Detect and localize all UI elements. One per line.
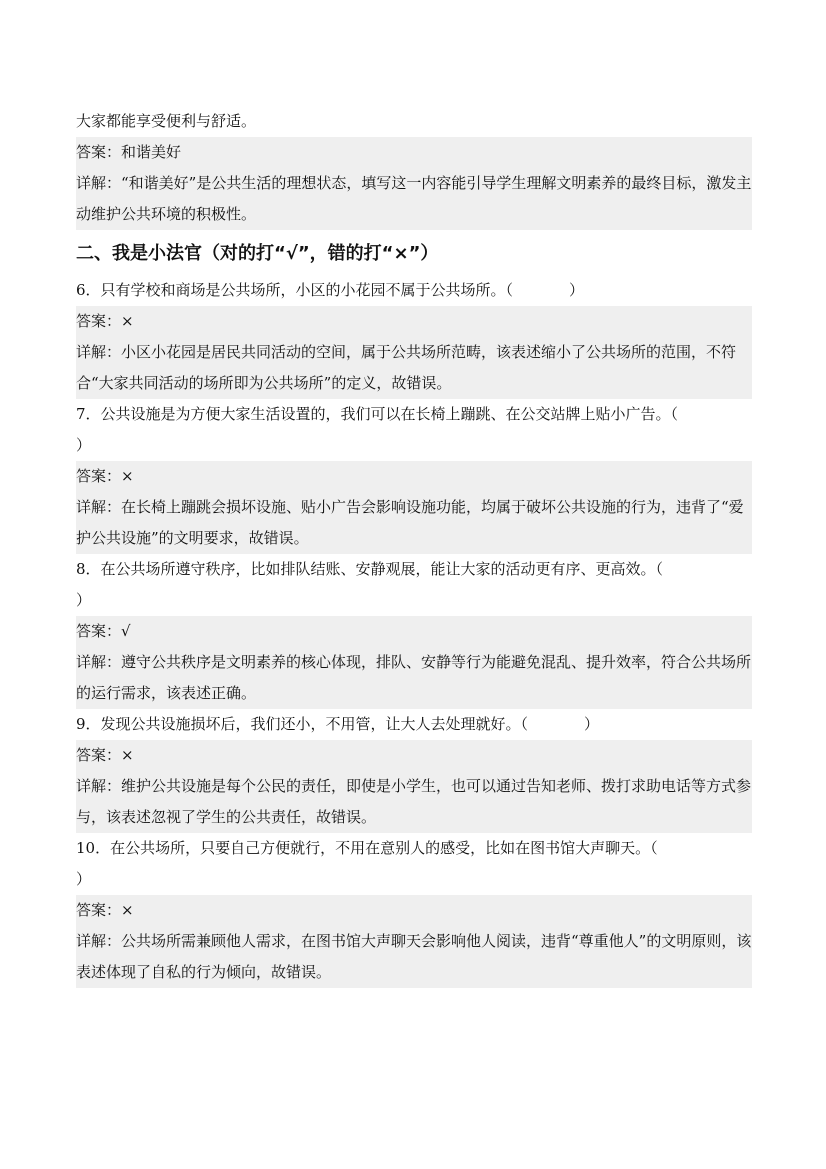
question-7 (76, 399, 752, 461)
question-10-explanation: 详解：公共场所需兼顾他人需求，在图书馆大声聊天会影响他人阅读，违背“尊重他人”的文明原则，该表述体现了自私的行为倾向，故错误。 (76, 926, 752, 988)
question-8-explanation: 详解：遵守公共秩序是文明素养的核心体现，排队、安静等行为能避免混乱、提升效率，符合公共场所的运行需求，该表述正确。 (76, 647, 752, 709)
question-7-answer: 答案：× (76, 461, 752, 492)
question-6-stem: 6．只有学校和商场是公共场所，小区的小花园不属于公共场所。（ (76, 281, 514, 299)
question-8-answer: 答案：√ (76, 616, 752, 647)
question-8-close: ） (76, 591, 92, 609)
question-8 (76, 554, 752, 616)
question-9-explanation: 详解：维护公共设施是每个公民的责任，即使是小学生，也可以通过告知老师、拨打求助电话等方式参与，该表述忽视了学生的公共责任，故错误。 (76, 771, 752, 833)
question-10-close: ） (76, 870, 92, 888)
question-6-close: ） (569, 281, 585, 299)
question-7-close: ） (76, 436, 92, 454)
question-7-stem: 7．公共设施是为方便大家生活设置的，我们可以在长椅上蹦跳、在公交站牌上贴小广告。（ (76, 405, 679, 423)
question-9-stem: 9．发现公共设施损坏后，我们还小，不用管，让大人去处理就好。（ (76, 715, 529, 733)
question-9 (76, 709, 752, 740)
question-10 (76, 833, 752, 895)
lead-continuation: 大家都能享受便利与舒适。 (76, 112, 257, 130)
question-10-answer: 答案：× (76, 895, 752, 926)
question-10-stem: 10．在公共场所，只要自己方便就行，不用在意别人的感受，比如在图书馆大声聊天。（ (76, 839, 658, 857)
document-page (76, 106, 752, 988)
lead-answer: 答案：和谐美好 (76, 137, 752, 168)
section-title: 二、我是小法官（对的打“√”，错的打“×”） (76, 243, 439, 264)
lead-explanation: 详解：“和谐美好”是公共生活的理想状态，填写这一内容能引导学生理解文明素养的最终目标，激发主动维护公共环境的积极性。 (76, 168, 752, 230)
question-8-stem: 8．在公共场所遵守秩序，比如排队结账、安静观展，能让大家的活动更有序、更高效。（ (76, 560, 664, 578)
question-9-close: ） (584, 715, 600, 733)
question-6-explanation: 详解：小区小花园是居民共同活动的空间，属于公共场所范畴，该表述缩小了公共场所的范围，不符合“大家共同活动的场所即为公共场所”的定义，故错误。 (76, 337, 752, 399)
question-6 (76, 275, 752, 306)
question-6-answer: 答案：× (76, 306, 752, 337)
question-9-answer: 答案：× (76, 740, 752, 771)
question-7-explanation: 详解：在长椅上蹦跳会损坏设施、贴小广告会影响设施功能，均属于破坏公共设施的行为，违背了“爱护公共设施”的文明要求，故错误。 (76, 492, 752, 554)
